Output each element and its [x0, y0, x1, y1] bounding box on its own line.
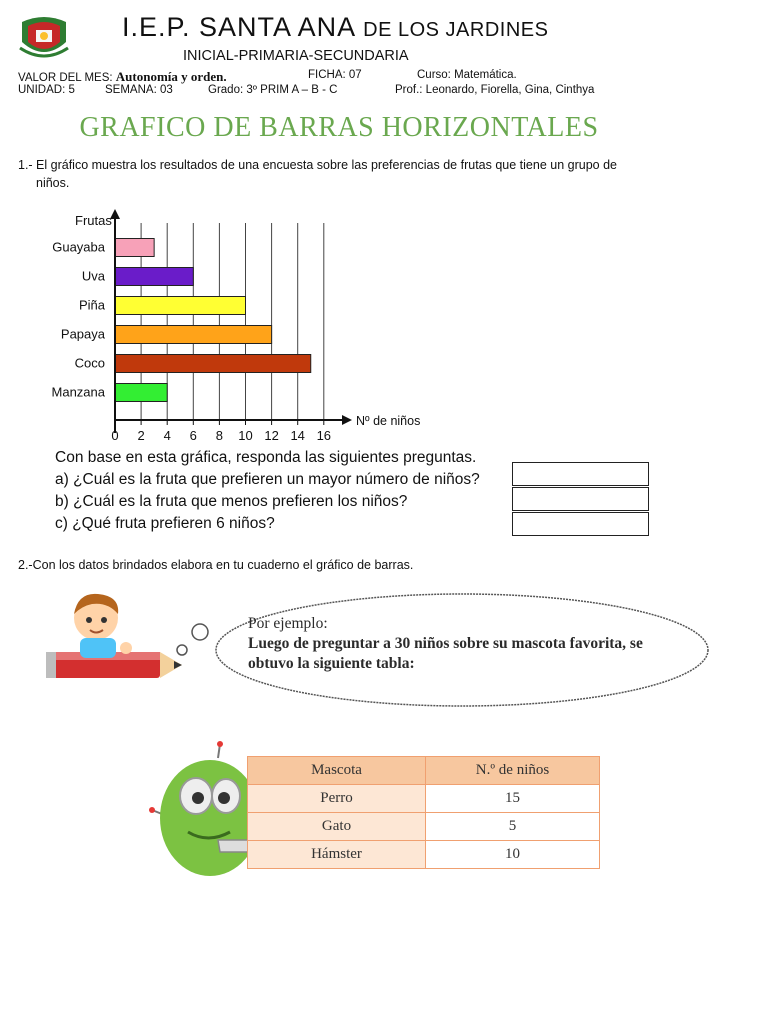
x-tick-label: 8 — [215, 428, 224, 443]
bar-piña — [115, 297, 246, 315]
x-tick-label: 12 — [264, 428, 279, 443]
grado: Grado: 3º PRIM A – B - C — [208, 84, 338, 96]
school-crest-logo — [16, 12, 72, 62]
questions-intro: Con base en esta gráfica, responda las siguientes preguntas. — [55, 449, 477, 466]
category-label: Guayaba — [52, 239, 105, 255]
category-label: Papaya — [60, 326, 105, 342]
page-title: GRAFICO DE BARRAS HORIZONTALES — [79, 112, 599, 143]
school-name: I.E.P. SANTA ANA DE LOS JARDINES — [122, 12, 549, 42]
pet-count: 10 — [426, 841, 600, 869]
answer-box-b[interactable] — [512, 487, 649, 511]
pet-name: Hámster — [248, 841, 426, 869]
answer-box-c[interactable] — [512, 512, 649, 536]
kid-on-pencil-illustration — [46, 590, 186, 700]
answer-box-a[interactable] — [512, 462, 649, 486]
table-row — [248, 841, 600, 869]
pet-table-header-mascota: Mascota — [248, 757, 426, 785]
question-1-line-2: niños. — [36, 176, 70, 190]
curso: Curso: Matemática. — [417, 69, 517, 81]
cloud-line-1: Por ejemplo: — [248, 615, 328, 632]
cloud-text — [248, 614, 688, 674]
semana: SEMANA: 03 — [105, 84, 173, 96]
bar-uva — [115, 268, 193, 286]
x-tick-label: 0 — [111, 428, 119, 443]
bar-guayaba — [115, 239, 154, 257]
bar-manzana — [115, 384, 167, 402]
school-levels: INICIAL-PRIMARIA-SECUNDARIA — [183, 48, 409, 64]
question-a: a) ¿Cuál es la fruta que prefieren un mayor número de niños? — [55, 471, 480, 488]
question-1-line-1: 1.- El gráfico muestra los resultados de una encuesta sobre las preferencias de frutas que tiene un grupo de — [18, 158, 617, 172]
category-label: Coco — [74, 355, 105, 371]
y-axis-title: Frutas — [75, 213, 112, 228]
question-1 — [18, 156, 658, 192]
pet-table-header-row — [248, 757, 600, 785]
bar-coco — [115, 355, 311, 373]
x-tick-label: 4 — [163, 428, 171, 443]
x-tick-label: 2 — [137, 428, 145, 443]
unidad: UNIDAD: 5 — [18, 84, 75, 96]
x-axis-arrow — [342, 415, 352, 425]
fruit-bar-chart — [40, 205, 440, 445]
pet-name: Gato — [248, 813, 426, 841]
question-b: b) ¿Cuál es la fruta que menos prefieren los niños? — [55, 493, 408, 510]
x-axis-title: Nº de niños — [356, 414, 421, 428]
profesores: Prof.: Leonardo, Fiorella, Gina, Cinthya — [395, 84, 595, 96]
bar-papaya — [115, 326, 272, 344]
cloud-line-3: obtuvo la siguiente tabla: — [248, 655, 415, 672]
table-row — [248, 813, 600, 841]
ficha: FICHA: 07 — [308, 69, 362, 81]
x-tick-label: 16 — [316, 428, 332, 443]
chart-questions — [55, 447, 515, 535]
pet-count: 15 — [426, 785, 600, 813]
category-label: Uva — [81, 268, 105, 284]
x-tick-label: 14 — [290, 428, 305, 443]
cloud-line-2: Luego de preguntar a 30 niños sobre su mascota favorita, se — [248, 635, 643, 652]
category-label: Manzana — [51, 384, 105, 400]
category-label: Piña — [78, 297, 105, 313]
pet-table-header-ninos: N.º de niños — [426, 757, 600, 785]
valor-del-mes: VALOR DEL MES: Autonomía y orden. — [18, 69, 227, 84]
pet-name: Perro — [248, 785, 426, 813]
x-tick-label: 6 — [189, 428, 197, 443]
question-c: c) ¿Qué fruta prefieren 6 niños? — [55, 515, 275, 532]
question-2: 2.-Con los datos brindados elabora en tu cuaderno el gráfico de barras. — [18, 558, 414, 572]
pet-count: 5 — [426, 813, 600, 841]
table-row — [248, 785, 600, 813]
pet-table — [247, 756, 600, 869]
x-tick-label: 10 — [238, 428, 253, 443]
